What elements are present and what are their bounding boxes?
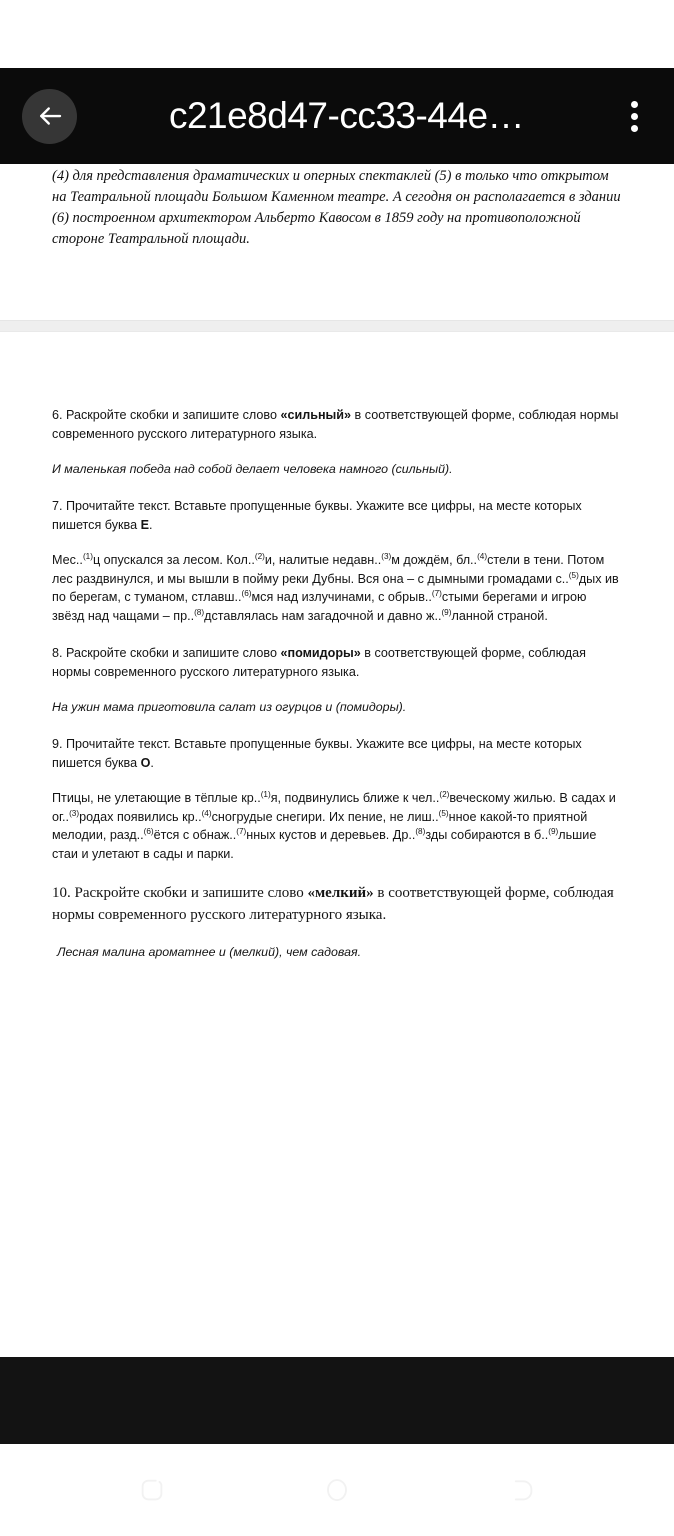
gap-marker-5: (5) xyxy=(438,808,449,818)
question-8-prompt xyxy=(52,644,622,681)
document-page-1-fragment xyxy=(0,164,674,250)
gap-marker-5: (5) xyxy=(568,570,579,580)
question-9-prompt xyxy=(52,735,622,772)
document-viewer[interactable] xyxy=(0,164,674,1357)
gap-marker-4: (4) xyxy=(477,551,488,561)
status-bar-gap xyxy=(0,0,674,68)
gap-marker-8: (8) xyxy=(415,826,426,836)
q7-text-before: 7. Прочитайте текст. Вставьте пропущенные буквы. Укажите все цифры, на месте которых пишется буква xyxy=(52,499,582,532)
dot-2 xyxy=(631,113,638,120)
page1-paragraph: (4) для представления драматических и оперных спектаклей (5) в только что открытом на Театральной площади Большом Каменном театре. А сегодня он располагается в здании (6) построенном архитектором Альберто Кавосом в 1859 году на противоположной стороне Театральной площади. xyxy=(52,168,621,247)
android-navigation-bar xyxy=(0,1444,674,1536)
page-title: c21e8d47-cc33-44e… xyxy=(168,95,525,136)
bottom-black-band xyxy=(0,1357,674,1444)
q8-keyword: «помидоры» xyxy=(280,646,361,660)
q7-keyword: Е xyxy=(140,517,149,532)
question-6-prompt xyxy=(52,406,622,443)
question-10-answer: Лесная малина ароматнее и (мелкий), чем садовая. xyxy=(57,945,362,959)
gap-marker-7: (7) xyxy=(236,826,247,836)
q6-keyword: «сильный» xyxy=(280,408,352,422)
gap-marker-7: (7) xyxy=(431,588,442,598)
question-6-answer: И маленькая победа над собой делает человека намного (сильный). xyxy=(52,462,453,476)
back-nav-button[interactable] xyxy=(487,1460,557,1520)
q10-text-after: в соответствующей форме, соблюдая нормы современного русского литературного языка. xyxy=(52,885,614,923)
app-bar xyxy=(0,68,674,164)
q10-keyword: «мелкий» xyxy=(307,885,374,901)
q6-text-before: 6. Раскройте скобки и запишите слово xyxy=(52,408,281,422)
q9-text-after: . xyxy=(150,755,154,770)
gap-marker-1: (1) xyxy=(260,789,271,799)
recents-button[interactable] xyxy=(117,1460,187,1520)
question-7-passage: Мес..$^{(1)}$ц опускался за лесом. Кол..$^{(2)}$и, налитые недавн..$^{(3)}$м дождём, бл..$^{(4)}$стели в тени. Потом лес раздвинулся, и мы вышли в пойму реки Дубны. Вся она – с дымными громадами с..$^{(5)}$дых ив по берегам, с туманом, стлавш..$^{(6)}$мся над излучинами, с обрыв..$^{(7)}$стыми берегами и игрою звёзд над чащами – пр..$^{(8)}$дставлялась нам загадочной и давно ж..$^{(9)}$ланной страной. xyxy=(52,551,619,623)
q8-text-before: 8. Раскройте скобки и запишите слово xyxy=(52,646,281,660)
q7-text-after: . xyxy=(149,517,153,532)
back-arrow-icon xyxy=(507,1475,537,1505)
question-9-passage: Птицы, не улетающие в тёплые кр..$^{(1)}$я, подвинулись ближе к чел..$^{(2)}$веческому жилью. В садах и ог..$^{(3)}$родах появились кр..$^{(4)}$сногрудые снегири. Их пение, не лиш..$^{(5)}$нное какой-то приятной мелодии, разд..$^{(6)}$ётся с обнаж..$^{(7)}$нных кустов и деревьев. Др..$^{(8)}$зды собираются в б..$^{(9)}$льшие стаи и улетают в сады и парки. xyxy=(52,789,616,861)
more-vertical-icon[interactable] xyxy=(612,88,656,144)
gap-marker-6: (6) xyxy=(241,588,252,598)
gap-marker-9: (9) xyxy=(548,826,559,836)
page2-top-margin xyxy=(52,332,622,406)
square-recents-icon xyxy=(137,1475,167,1505)
gap-marker-3: (3) xyxy=(69,808,80,818)
gap-marker-4: (4) xyxy=(201,808,212,818)
question-10-prompt xyxy=(52,882,622,926)
home-button[interactable] xyxy=(302,1460,372,1520)
document-page-2 xyxy=(0,332,674,961)
gap-marker-9: (9) xyxy=(441,607,452,617)
q9-text-before: 9. Прочитайте текст. Вставьте пропущенные буквы. Укажите все цифры, на месте которых пишется буква xyxy=(52,737,582,770)
page-bottom-margin xyxy=(0,250,674,320)
gap-marker-2: (2) xyxy=(254,551,265,561)
gap-marker-2: (2) xyxy=(439,789,450,799)
gap-marker-3: (3) xyxy=(381,551,392,561)
q6-text-after: в соответствующей форме, соблюдая нормы современного русского литературного языка. xyxy=(52,408,619,441)
gap-marker-1: (1) xyxy=(82,551,93,561)
q9-keyword: О xyxy=(140,755,151,770)
question-8-answer: На ужин мама приготовила салат из огурцов и (помидоры). xyxy=(52,700,407,714)
gap-marker-6: (6) xyxy=(143,826,154,836)
back-button[interactable] xyxy=(22,89,77,144)
question-7-prompt xyxy=(52,497,622,534)
arrow-left-icon xyxy=(35,101,65,131)
q8-text-after: в соответствующей форме, соблюдая нормы современного русского литературного языка. xyxy=(52,646,586,679)
q10-text-before: 10. Раскройте скобки и запишите слово xyxy=(52,885,308,901)
page-separator xyxy=(0,320,674,332)
gap-marker-8: (8) xyxy=(194,607,205,617)
circle-home-icon xyxy=(322,1475,352,1505)
dot-1 xyxy=(631,101,638,108)
dot-3 xyxy=(631,125,638,132)
